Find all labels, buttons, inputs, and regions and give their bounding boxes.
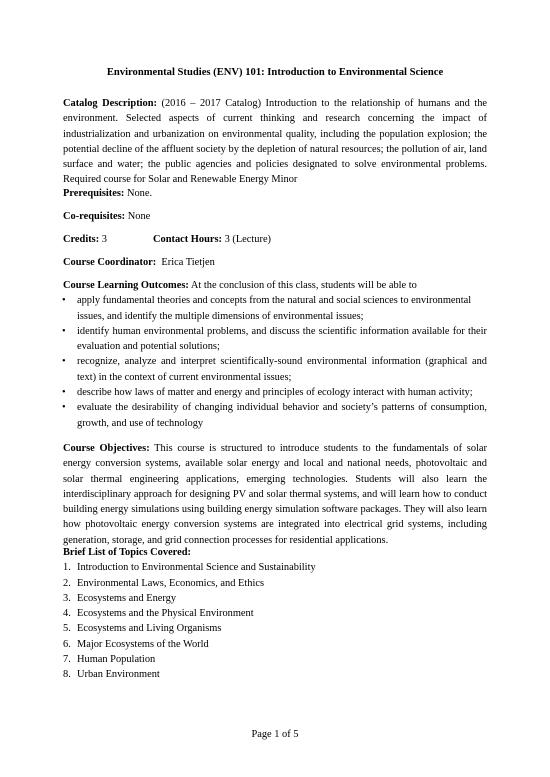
list-item <box>63 385 487 400</box>
credits-row <box>63 232 487 247</box>
course-coordinator <box>63 255 487 270</box>
list-item-text: identify human environmental problems, and discuss the scientific information available for their evaluation and potential solutions; <box>77 325 487 353</box>
list-item <box>63 667 487 682</box>
list-item <box>63 606 487 621</box>
list-item-number: 4. <box>63 608 71 620</box>
topics-covered <box>63 545 487 683</box>
list-item-text: apply fundamental theories and concepts from the natural and social sciences to environmental issues, and identify the multiple dimensions of environmental issues; <box>77 295 472 322</box>
list-item-text: Ecosystems and the Physical Environment <box>77 608 254 620</box>
learning-outcomes-list <box>63 293 487 431</box>
list-item <box>63 324 487 355</box>
credits-value: 3 <box>99 234 107 245</box>
document-title: Environmental Studies (ENV) 101: Introduction to Environmental Science <box>106 67 444 78</box>
bullet-icon: • <box>62 295 66 307</box>
list-item-text: describe how laws of matter and energy and principles of ecology interact with human activity; <box>77 387 473 399</box>
list-item-text: Environmental Laws, Economics, and Ethics <box>77 577 264 589</box>
list-item-text: Major Ecosystems of the World <box>77 638 209 650</box>
bullet-icon: • <box>62 325 66 337</box>
learning-outcomes-label: Course Learning Outcomes: <box>63 280 189 291</box>
contact-hours-value: 3 (Lecture) <box>221 234 272 245</box>
list-item-number: 6. <box>63 638 71 650</box>
topics-heading <box>63 545 487 560</box>
course-objectives <box>63 441 487 548</box>
list-item-text: Urban Environment <box>77 669 160 681</box>
list-item-text: Introduction to Environmental Science and Sustainability <box>77 562 316 574</box>
learning-outcomes-heading <box>63 278 487 293</box>
course-objectives-label: Course Objectives: <box>63 443 150 454</box>
corequisites-value: None <box>125 211 151 222</box>
contact-hours <box>153 232 271 247</box>
learning-outcomes <box>63 278 487 431</box>
course-coordinator-value: Erica Tietjen <box>156 257 215 268</box>
list-item-number: 3. <box>63 592 71 604</box>
list-item <box>63 576 487 591</box>
list-item <box>63 354 487 385</box>
list-item-text: evaluate the desirability of changing individual behavior and society’s patterns of consumption, growth, and use of technology <box>77 402 487 429</box>
list-item <box>63 652 487 667</box>
topics-list <box>63 560 487 682</box>
list-item-number: 7. <box>63 654 71 666</box>
list-item <box>63 293 487 324</box>
list-item <box>63 591 487 606</box>
prerequisites <box>63 186 487 201</box>
prerequisites-value: None. <box>124 188 153 199</box>
prerequisites-label: Prerequisites: <box>63 188 125 199</box>
list-item-number: 2. <box>63 577 71 589</box>
course-objectives-text: This course is structured to introduce students to the fundamentals of solar energy conversion systems, available solar energy and local and national needs, photovoltaic and solar thermal engineering applications, emerging technologies. Students will also learn the interdisciplinary approach for designing PV and solar thermal systems, and will learn how to conduct building energy simulations using building energy simulation software packages. They will also learn how photovoltaic energy conversion systems are integrated into electrical grid systems, including generation, storage, and grid connection processes for residential applications. <box>63 443 487 546</box>
credits-label: Credits: <box>63 234 100 245</box>
learning-outcomes-intro: At the conclusion of this class, students will be able to <box>188 280 417 291</box>
list-item <box>63 400 487 431</box>
corequisites <box>63 209 487 224</box>
catalog-description-text: (2016 – 2017 Catalog) Introduction to the relationship of humans and the environment. Selected aspects of current thinking and research concerning the impact of industrialization and urbanization on environmental quality, including the population explosion; the potential decline of the affluent society by the depletion of natural resources; the pollution of air, land surface and water; the public agencies and policies designated to solve environmental problems. Required course for Solar and Renewable Energy Minor <box>63 98 488 186</box>
list-item-number: 1. <box>63 562 71 574</box>
list-item-number: 8. <box>63 669 71 681</box>
page-number-footer: Page 1 of 5 <box>251 729 299 740</box>
course-coordinator-label: Course Coordinator: <box>63 257 157 268</box>
list-item <box>63 560 487 575</box>
catalog-description-label: Catalog Description: <box>63 98 157 109</box>
list-item-text: Human Population <box>77 654 156 666</box>
topics-label: Brief List of Topics Covered: <box>63 547 191 558</box>
list-item-text: Ecosystems and Living Organisms <box>77 623 222 635</box>
bullet-icon: • <box>62 387 66 399</box>
list-item <box>63 637 487 652</box>
list-item <box>63 621 487 636</box>
catalog-description <box>63 96 487 188</box>
corequisites-label: Co-requisites: <box>63 211 126 222</box>
list-item-text: Ecosystems and Energy <box>77 592 177 604</box>
bullet-icon: • <box>62 402 66 414</box>
list-item-text: recognize, analyze and interpret scientifically-sound environmental information (graphical and text) in the context of current environmental issues; <box>77 356 487 383</box>
list-item-number: 5. <box>63 623 71 635</box>
bullet-icon: • <box>62 356 66 368</box>
contact-hours-label: Contact Hours: <box>153 234 222 245</box>
